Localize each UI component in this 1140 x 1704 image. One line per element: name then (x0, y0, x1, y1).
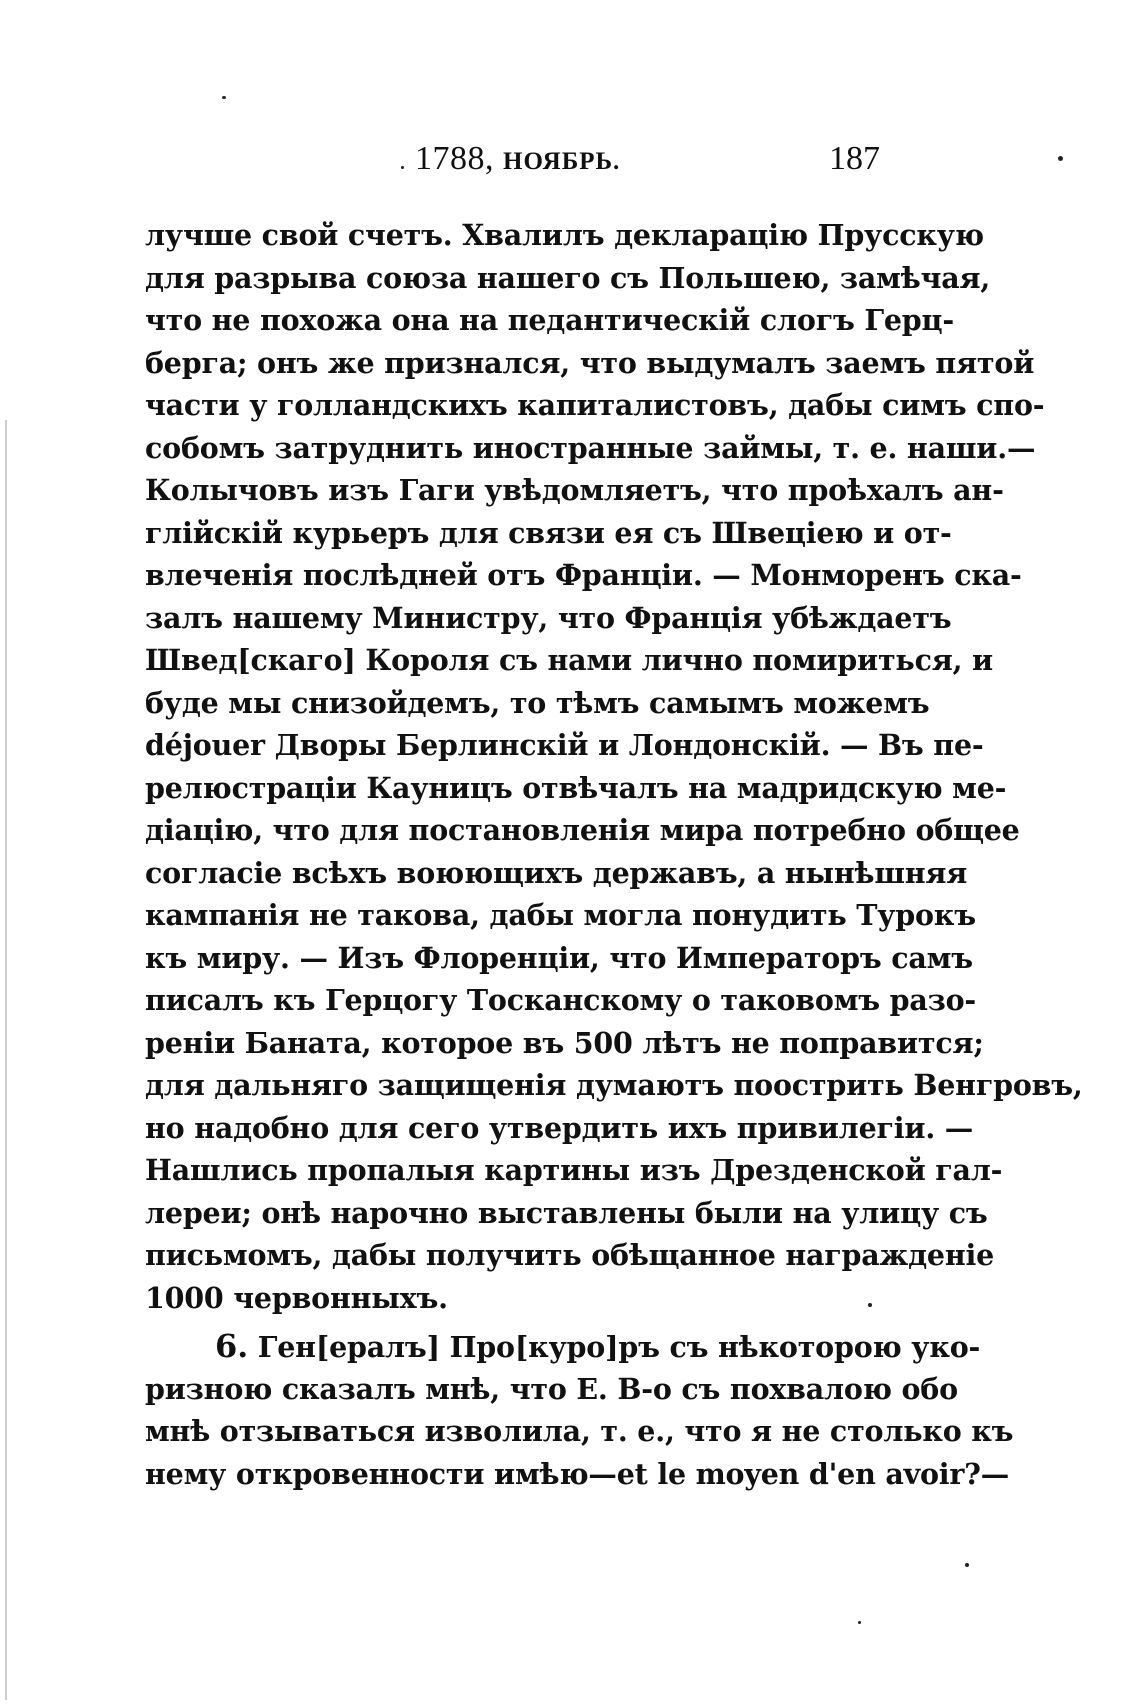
scan-speck (222, 96, 226, 99)
header-month: НОЯБРЬ. (503, 148, 621, 175)
text-line: буде мы снизойдемъ, то тѣмъ самымъ можемъ (145, 685, 930, 720)
scan-speck (401, 166, 404, 169)
header-title (415, 140, 620, 178)
text-line: релюстраціи Кауницъ отвѣчалъ на мадридскую ме- (145, 770, 1007, 805)
text-line: для дальняго защищенія думаютъ поострить Венгровъ, (145, 1068, 1083, 1102)
section-first-line (145, 1325, 981, 1368)
text-line: согласіе всѣхъ воюющихъ державъ, а нынѣшняя (145, 855, 968, 890)
text-line: мнѣ отзываться изволила, т. е., что я не столько къ (145, 1414, 1014, 1448)
body-text (145, 214, 1083, 1495)
text-line: Нашлись пропалыя картины изъ Дрезденской гал- (145, 1153, 1003, 1187)
text-line: 1000 червонныхъ. (145, 1280, 448, 1315)
text-line: берга; онъ же признался, что выдумалъ заемъ пятой (145, 345, 1035, 380)
text-line: лереи; онѣ нарочно выставлены были на улицу съ (145, 1195, 988, 1230)
text-line: влеченія послѣдней отъ Франціи. — Монморенъ ска- (145, 558, 1022, 592)
text-line: къ миру. — Изъ Флоренціи, что Императоръ самъ (145, 940, 973, 975)
text-line: письмомъ, дабы получить обѣщанное награжденіе (145, 1238, 995, 1272)
section-number: 6. (215, 1327, 249, 1365)
scan-speck (858, 1621, 861, 1624)
section-first-line-text: Ген[ералъ] Про[куро]ръ съ нѣкоторою уко- (257, 1330, 981, 1364)
text-line: что не похожа она на педантическій слогъ Герц- (145, 303, 954, 337)
text-line: писалъ къ Герцогу Тосканскому о таковомъ разо- (145, 983, 977, 1017)
text-line: déjouer Дворы Берлинскій и Лондонскій. — Въ пе- (145, 728, 984, 762)
text-line: ризною сказалъ мнѣ, что Е. В-о съ похвалою обо (145, 1371, 958, 1406)
text-line: собомъ затруднить иностранные займы, т. е. наши.— (145, 430, 1036, 465)
text-line: лучше свой счетъ. Хвалилъ декларацію Прусскую (145, 218, 984, 252)
text-line: для разрыва союза нашего съ Польшею, замѣчая, (145, 260, 991, 295)
text-line: залъ нашему Министру, что Франція убѣждаетъ (145, 600, 952, 635)
text-line: Колычовъ изъ Гаги увѣдомляетъ, что проѣхалъ ан- (145, 473, 1004, 507)
scan-edge-line (5, 420, 7, 1700)
text-line: нему откровенности имѣю—et le moyen d'en avoir?— (145, 1456, 1010, 1491)
scan-speck (1058, 156, 1063, 161)
text-line: но надобно для сего утвердить ихъ привилегіи. — (145, 1110, 974, 1145)
scan-speck (965, 1563, 969, 1567)
header-year: 1788, (415, 140, 494, 177)
text-line: діацію, что для постановленія мира потребно общее (145, 813, 1020, 847)
text-line: Швед[скаго] Короля съ нами лично помириться, и (145, 643, 993, 677)
scan-speck (868, 1303, 872, 1307)
text-line: глійскій курьеръ для связи ея съ Швеціею и от- (145, 515, 952, 550)
running-header (145, 140, 880, 190)
page-number: 187 (829, 140, 880, 177)
text-line: части у голландскихъ капиталистовъ, дабы симъ спо- (145, 388, 1045, 422)
text-line: кампанія не такова, дабы могла понудить Турокъ (145, 898, 976, 932)
text-line: реніи Баната, которое въ 500 лѣтъ не поправится; (145, 1025, 984, 1060)
